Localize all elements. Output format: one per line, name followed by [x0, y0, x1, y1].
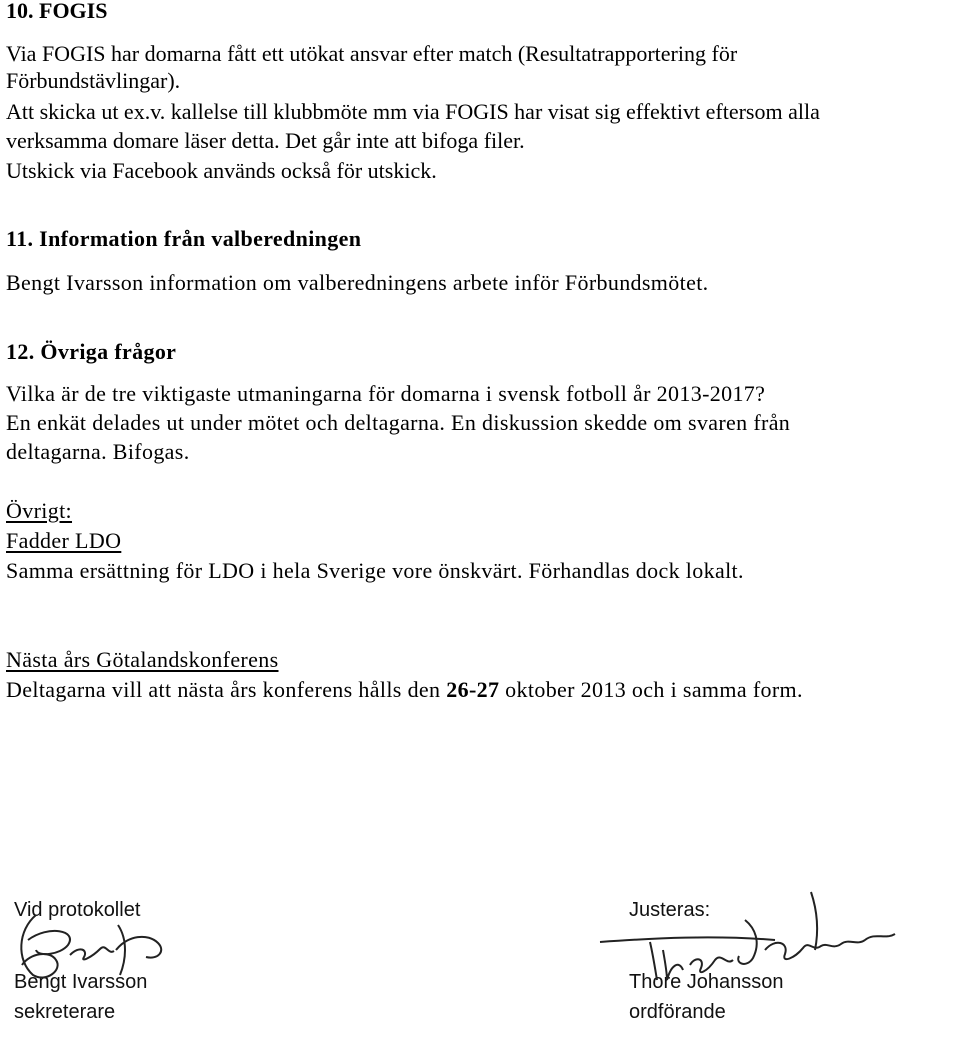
section-12-line-1: Vilka är de tre viktigaste utmaningarna för domarna i svensk fotboll år 2013-2017?	[6, 381, 766, 406]
section-11-line-1: Bengt Ivarsson information om valberedningens arbete inför Förbundsmötet.	[6, 270, 709, 295]
next-conference-dates: 26-27	[446, 677, 500, 702]
other-subheading: Fadder LDO	[6, 528, 122, 553]
signature-right-role: ordförande	[629, 1001, 726, 1023]
section-12-line-2: En enkät delades ut under mötet och deltagarna. En diskussion skedde om svaren från	[6, 410, 791, 435]
section-11-heading: 11. Information från valberedningen	[6, 226, 362, 251]
next-conference-text-before: Deltagarna vill att nästa års konferens hålls den	[6, 677, 447, 702]
next-conference-text-after: oktober 2013 och i samma form.	[499, 677, 803, 702]
other-heading: Övrigt:	[6, 498, 73, 523]
signature-right-name: Thore Johansson	[629, 971, 784, 993]
section-10-heading: 10. FOGIS	[6, 0, 108, 23]
section-10-line-4: verksamma domare läser detta. Det går inte att bifoga filer.	[6, 128, 525, 153]
section-12-heading: 12. Övriga frågor	[6, 339, 177, 364]
signature-left-name: Bengt Ivarsson	[14, 971, 148, 993]
section-12-line-3: deltagarna. Bifogas.	[6, 439, 190, 464]
signature-right-caption: Justeras:	[629, 899, 711, 921]
section-10-line-1: Via FOGIS har domarna fått ett utökat ansvar efter match (Resultatrapportering för	[6, 41, 738, 66]
signature-left-caption: Vid protokollet	[14, 899, 141, 921]
next-conference-heading: Nästa års Götalandskonferens	[6, 647, 279, 672]
handwritten-signature-left	[8, 905, 178, 995]
next-conference-text	[6, 677, 803, 703]
other-text: Samma ersättning för LDO i hela Sverige vore önskvärt. Förhandlas dock lokalt.	[6, 558, 744, 583]
section-10-line-3: Att skicka ut ex.v. kallelse till klubbmöte mm via FOGIS har visat sig effektivt eftersom alla	[6, 99, 820, 124]
section-10-line-5: Utskick via Facebook används också för utskick.	[6, 158, 437, 183]
signature-left-role: sekreterare	[14, 1001, 116, 1023]
section-10-line-2: Förbundstävlingar).	[6, 68, 181, 93]
handwritten-signature-right	[595, 880, 915, 990]
